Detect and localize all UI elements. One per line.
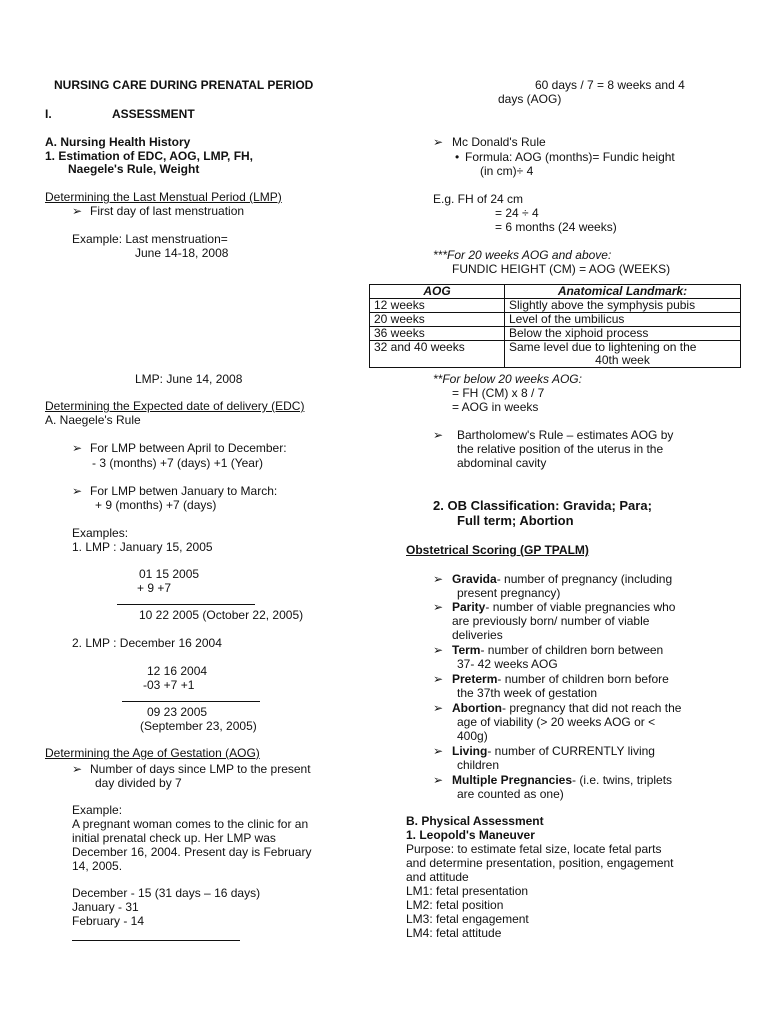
- term-desc: - number of children born between: [480, 643, 664, 657]
- bartholomew-line-1: Bartholomew's Rule – estimates AOG by: [457, 428, 674, 442]
- example-para-1: A pregnant woman comes to the clinic for an: [72, 817, 309, 831]
- bartholomew-line-2: the relative position of the uterus in the: [457, 442, 664, 456]
- table-row: [370, 341, 741, 368]
- term-term: Term: [452, 643, 481, 657]
- example-2-result-date: (September 23, 2005): [140, 719, 257, 733]
- below-20-formula: = FH (CM) x 8 / 7: [452, 386, 545, 400]
- edc-rule: A. Naegele's Rule: [45, 413, 141, 427]
- table-header-row: [370, 285, 741, 299]
- arrow-bullet-icon: ➢: [433, 600, 444, 614]
- arrow-bullet-icon: ➢: [433, 572, 444, 586]
- lm4: LM4: fetal attitude: [406, 926, 502, 940]
- living-term: Living: [452, 744, 488, 758]
- sum-line: [122, 701, 260, 702]
- multiple-term: Multiple Pregnancies: [452, 773, 573, 787]
- example-2-result: 09 23 2005: [147, 705, 208, 719]
- preterm-desc-cont: the 37th week of gestation: [457, 686, 598, 700]
- fundic-height-formula: FUNDIC HEIGHT (CM) = AOG (WEEKS): [452, 262, 671, 276]
- lmp-bullet: First day of last menstruation: [90, 204, 245, 218]
- gravida-desc-cont: present pregnancy): [457, 586, 561, 600]
- dot-bullet-icon: •: [455, 150, 460, 164]
- living-desc: - number of CURRENTLY living: [487, 744, 655, 758]
- table-row: [370, 313, 741, 327]
- table-cell: 12 weeks: [370, 299, 505, 313]
- days-row-1: December - 15 (31 days – 16 days): [72, 886, 261, 900]
- example-1: 1. LMP : January 15, 2005: [72, 540, 213, 554]
- example-1-row-2: + 9 +7: [137, 581, 172, 595]
- lm3: LM3: fetal engagement: [406, 912, 529, 926]
- lm1: LM1: fetal presentation: [406, 884, 529, 898]
- sum-line: [117, 604, 255, 605]
- term-desc-cont: 37- 42 weeks AOG: [457, 657, 558, 671]
- example-para-2: initial prenatal check up. Her LMP was: [72, 831, 276, 845]
- table-cell: [505, 341, 741, 368]
- parity-term: Parity: [452, 600, 486, 614]
- note-below-20: **For below 20 weeks AOG:: [433, 372, 582, 386]
- gravida-line: [452, 572, 672, 586]
- table-cell: Level of the umbilicus: [505, 313, 741, 327]
- mcdonald-formula: Formula: AOG (months)= Fundic height: [465, 150, 675, 164]
- multiple-desc: - (i.e. twins, triplets: [572, 773, 673, 787]
- arrow-bullet-icon: ➢: [72, 441, 83, 455]
- item-heading-cont: Naegele's Rule, Weight: [68, 162, 200, 176]
- parity-desc: - number of viable pregnancies who: [485, 600, 676, 614]
- term-line: [452, 643, 663, 657]
- arrow-bullet-icon: ➢: [433, 428, 444, 442]
- eg-line-2: = 24 ÷ 4: [495, 206, 539, 220]
- arrow-bullet-icon: ➢: [72, 762, 83, 776]
- aog-heading: Determining the Age of Gestation (AOG): [45, 746, 260, 760]
- lmp-heading: Determining the Last Menstual Period (LMP): [45, 190, 282, 204]
- edc-formula-1: - 3 (months) +7 (days) +1 (Year): [92, 456, 263, 470]
- gravida-term: Gravida: [452, 572, 497, 586]
- abortion-line: [452, 701, 681, 715]
- aog-landmark-table: [369, 284, 741, 368]
- leopold-heading: 1. Leopold's Maneuver: [406, 828, 535, 842]
- note-20-weeks: ***For 20 weeks AOG and above:: [433, 248, 612, 262]
- aog-bullet-line-1: Number of days since LMP to the present: [90, 762, 311, 776]
- arrow-bullet-icon: ➢: [433, 135, 444, 149]
- edc-heading: Determining the Expected date of delivery (EDC): [45, 399, 305, 413]
- table-cell: 20 weeks: [370, 313, 505, 327]
- mcdonald-rule: Mc Donald's Rule: [452, 135, 546, 149]
- item-heading: 1. Estimation of EDC, AOG, LMP, FH,: [45, 149, 254, 163]
- ob-classification-heading-cont: Full term; Abortion: [457, 513, 574, 528]
- table-cell-line: Same level due to lightening on the: [509, 340, 697, 354]
- living-line: [452, 744, 655, 758]
- lmp-example-date: June 14-18, 2008: [135, 246, 229, 260]
- example-1-result: 10 22 2005 (October 22, 2005): [139, 608, 304, 622]
- purpose-line-1: Purpose: to estimate fetal size, locate fetal parts: [406, 842, 662, 856]
- days-row-2: January - 31: [72, 900, 139, 914]
- living-desc-cont: children: [457, 758, 500, 772]
- parity-desc-cont: are previously born/ number of viable: [452, 614, 650, 628]
- arrow-bullet-icon: ➢: [433, 643, 444, 657]
- example-para-4: 14, 2005.: [72, 859, 123, 873]
- arrow-bullet-icon: ➢: [72, 484, 83, 498]
- eg-line-3: = 6 months (24 weeks): [495, 220, 617, 234]
- ob-classification-heading: 2. OB Classification: Gravida; Para;: [433, 498, 652, 513]
- aog-bullet-line-2: day divided by 7: [95, 776, 182, 790]
- section-number: I.: [45, 107, 52, 121]
- example-label: Example:: [72, 803, 123, 817]
- preterm-desc: - number of children born before: [497, 672, 669, 686]
- physical-assessment-heading: B. Physical Assessment: [406, 814, 544, 828]
- lmp-result: LMP: June 14, 2008: [135, 372, 243, 386]
- sum-line: [72, 940, 240, 941]
- bartholomew-line-3: abdominal cavity: [457, 456, 547, 470]
- preterm-line: [452, 672, 669, 686]
- arrow-bullet-icon: ➢: [433, 701, 444, 715]
- arrow-bullet-icon: ➢: [433, 744, 444, 758]
- aog-calc-line-2: days (AOG): [498, 92, 562, 106]
- preterm-term: Preterm: [452, 672, 498, 686]
- edc-formula-2: + 9 (months) +7 (days): [95, 498, 217, 512]
- example-2-row-1: 12 16 2004: [147, 664, 208, 678]
- arrow-bullet-icon: ➢: [72, 204, 83, 218]
- example-2-row-2: -03 +7 +1: [143, 678, 195, 692]
- edc-bullet-2: For LMP betwen January to March:: [90, 484, 278, 498]
- table-header-aog: AOG: [370, 285, 505, 299]
- example-2: 2. LMP : December 16 2004: [72, 636, 222, 650]
- days-row-3: February - 14: [72, 914, 145, 928]
- arrow-bullet-icon: ➢: [433, 773, 444, 787]
- examples-label: Examples:: [72, 526, 129, 540]
- multiple-desc-cont: are counted as one): [457, 787, 564, 801]
- abortion-desc-cont-2: 400g): [457, 729, 488, 743]
- edc-bullet-1: For LMP between April to December:: [90, 441, 287, 455]
- table-row: [370, 299, 741, 313]
- purpose-line-3: and attitude: [406, 870, 469, 884]
- table-cell: Below the xiphoid process: [505, 327, 741, 341]
- mcdonald-formula-cont: (in cm)÷ 4: [480, 164, 534, 178]
- abortion-term: Abortion: [452, 701, 502, 715]
- parity-line: [452, 600, 675, 614]
- multiple-line: [452, 773, 672, 787]
- table-cell: 32 and 40 weeks: [370, 341, 505, 368]
- section-title: ASSESSMENT: [112, 107, 195, 121]
- table-header-landmark: Anatomical Landmark:: [505, 285, 741, 299]
- obstetrical-scoring-heading: Obstetrical Scoring (GP TPALM): [406, 543, 589, 557]
- eg-line-1: E.g. FH of 24 cm: [433, 192, 524, 206]
- arrow-bullet-icon: ➢: [433, 672, 444, 686]
- table-cell: 36 weeks: [370, 327, 505, 341]
- lm2: LM2: fetal position: [406, 898, 504, 912]
- table-cell: Slightly above the symphysis pubis: [505, 299, 741, 313]
- lmp-example: Example: Last menstruation=: [72, 232, 228, 246]
- aog-calc-line-1: 60 days / 7 = 8 weeks and 4: [535, 78, 685, 92]
- parity-desc-cont-2: deliveries: [452, 628, 503, 642]
- table-cell-line: 40th week: [595, 353, 650, 367]
- below-20-result: = AOG in weeks: [452, 400, 539, 414]
- example-para-3: December 16, 2004. Present day is February: [72, 845, 312, 859]
- abortion-desc: - pregnancy that did not reach the: [502, 701, 682, 715]
- table-row: [370, 327, 741, 341]
- subsection-heading: A. Nursing Health History: [45, 135, 191, 149]
- page-title: NURSING CARE DURING PRENATAL PERIOD: [54, 78, 314, 92]
- example-1-row-1: 01 15 2005: [139, 567, 200, 581]
- gravida-desc: - number of pregnancy (including: [496, 572, 673, 586]
- abortion-desc-cont: age of viability (> 20 weeks AOG or <: [457, 715, 656, 729]
- purpose-line-2: and determine presentation, position, engagement: [406, 856, 674, 870]
